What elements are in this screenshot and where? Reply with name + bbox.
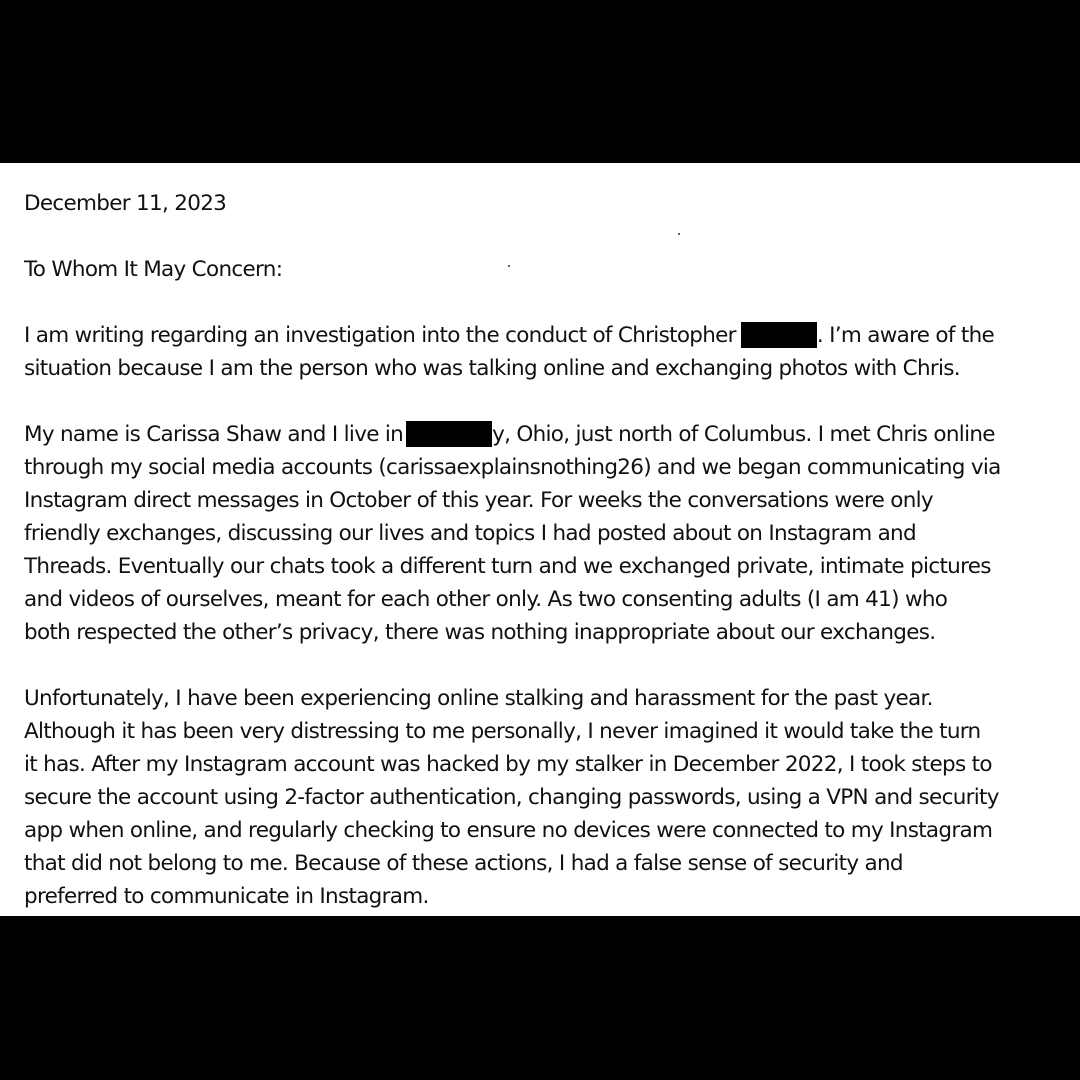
paragraph-3-line-2: Although it has been very distressing to me personally, I never imagined it would take the turn — [24, 719, 981, 744]
paragraph-3-line-6: that did not belong to me. Because of these actions, I had a false sense of security and — [24, 851, 903, 876]
letter-page — [0, 163, 1080, 916]
paragraph-2-line-5: Threads. Eventually our chats took a different turn and we exchanged private, intimate pictures — [24, 554, 991, 579]
redaction-box — [406, 421, 492, 447]
paragraph-1-line-2: situation because I am the person who was talking online and exchanging photos with Chris. — [24, 356, 960, 381]
paragraph-3-line-3: it has. After my Instagram account was hacked by my stalker in December 2022, I took steps to — [24, 752, 992, 777]
paragraph-3-line-4: secure the account using 2-factor authentication, changing passwords, using a VPN and security — [24, 785, 999, 810]
paragraph-2-line-1 — [24, 418, 995, 451]
bottom-black-bar — [0, 916, 1080, 1080]
paragraph-2-line-1-start: My name is Carissa Shaw and I live in — [24, 422, 404, 447]
paragraph-1-line-1-end: . I’m aware of the — [816, 323, 995, 348]
top-black-bar — [0, 0, 1080, 163]
paragraph-2-line-2: through my social media accounts (carissaexplainsnothing26) and we began communicating via — [24, 455, 1001, 480]
paragraph-2-line-1-end: y, Ohio, just north of Columbus. I met Chris online — [492, 422, 995, 447]
paragraph-3-line-7: preferred to communicate in Instagram. — [24, 884, 429, 909]
paragraph-2-line-7: both respected the other’s privacy, there was nothing inappropriate about our exchanges. — [24, 620, 936, 645]
redaction-box — [741, 322, 817, 348]
paragraph-1-line-1 — [24, 319, 994, 352]
paragraph-2-line-6: and videos of ourselves, meant for each other only. As two consenting adults (I am 41) who — [24, 587, 948, 612]
letter-date: December 11, 2023 — [24, 191, 227, 216]
letter-salutation: To Whom It May Concern: — [24, 257, 283, 282]
paragraph-3-line-1: Unfortunately, I have been experiencing online stalking and harassment for the past year. — [24, 686, 933, 711]
paragraph-1-line-1-start: I am writing regarding an investigation into the conduct of Christopher — [24, 323, 736, 348]
paragraph-2-line-4: friendly exchanges, discussing our lives and topics I had posted about on Instagram and — [24, 521, 916, 546]
scan-speck — [678, 233, 680, 235]
paragraph-3-line-5: app when online, and regularly checking to ensure no devices were connected to my Instagram — [24, 818, 993, 843]
scan-speck — [508, 265, 510, 267]
paragraph-2-line-3: Instagram direct messages in October of this year. For weeks the conversations were only — [24, 488, 933, 513]
